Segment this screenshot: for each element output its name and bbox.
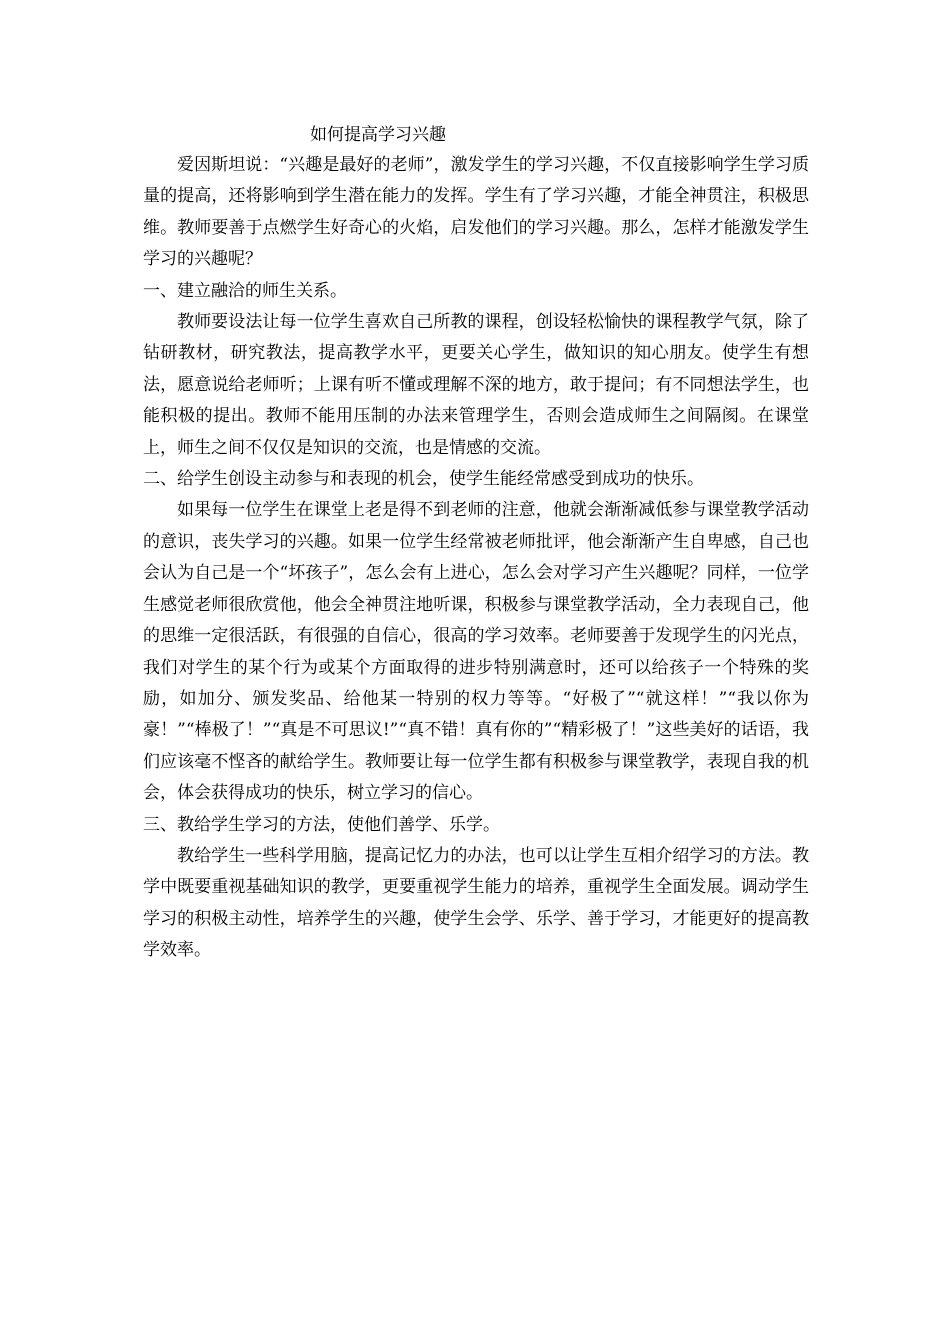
section-heading-2: 二、给学生创设主动参与和表现的机会，使学生能经常感受到成功的快乐。: [143, 469, 704, 490]
intro-paragraph: 爱因斯坦说：“兴趣是最好的老师”，激发学生的学习兴趣，不仅直接影响学生学习质量的提高，还将影响到学生潜在能力的发挥。学生有了学习兴趣，才能全神贯注，积极思维。教师要善于点燃学生好奇心的火焰，启发他们的学习兴趣。那么，怎样才能激发学生学习的兴趣呢？: [143, 155, 809, 270]
section-heading-1: 一、建立融洽的师生关系。: [143, 280, 347, 301]
section-1-paragraph: 教师要设法让每一位学生喜欢自己所教的课程，创设轻松愉快的课程教学气氛，除了钻研教材，研究教法，提高教学水平，更要关心学生，做知识的知心朋友。使学生有想法，愿意说给老师听；上课有听不懂或理解不深的地方，敢于提问；有不同想法学生，也能积极的提出。教师不能用压制的办法来管理学生，否则会造成师生之间隔阂。在课堂上，师生之间不仅仅是知识的交流，也是情感的交流。: [143, 312, 809, 458]
section-heading-3: 三、教给学生学习的方法，使他们善学、乐学。: [143, 814, 500, 835]
section-3-paragraph: 教给学生一些科学用脑，提高记忆力的办法，也可以让学生互相介绍学习的方法。教学中既要重视基础知识的教学，更要重视学生能力的培养，重视学生全面发展。调动学生学习的积极主动性，培养学生的兴趣，使学生会学、乐学、善于学习，才能更好的提高教学效率。: [143, 845, 809, 961]
section-2-paragraph: 如果每一位学生在课堂上老是得不到老师的注意，他就会渐渐减低参与课堂教学活动的意识，丧失学习的兴趣。如果一位学生经常被老师批评，他会渐渐产生自卑感，自己也会认为自己是一个“坏孩子”，怎么会有上进心，怎么会对学习产生兴趣呢？同样，一位学生感觉老师很欣赏他，他会全神贯注地听课，积极参与课堂教学活动，全力表现自己，他的思维一定很活跃，有很强的自信心，很高的学习效率。老师要善于发现学生的闪光点，我们对学生的某个行为或某个方面取得的进步特别满意时，还可以给孩子一个特殊的奖励，如加分、颁发奖品、给他某一特别的权力等等。“好极了”“就这样！”“我以你为豪！”“棒极了！”“真是不可思议!”“真不错！真有你的”“精彩极了！”这些美好的话语，我们应该毫不悭吝的献给学生。教师要让每一位学生都有积极参与课堂教学，表现自我的机会，体会获得成功的快乐，树立学习的信心。: [143, 500, 809, 804]
document-page: [143, 120, 809, 967]
document-title: 如何提高学习兴趣: [310, 125, 446, 145]
